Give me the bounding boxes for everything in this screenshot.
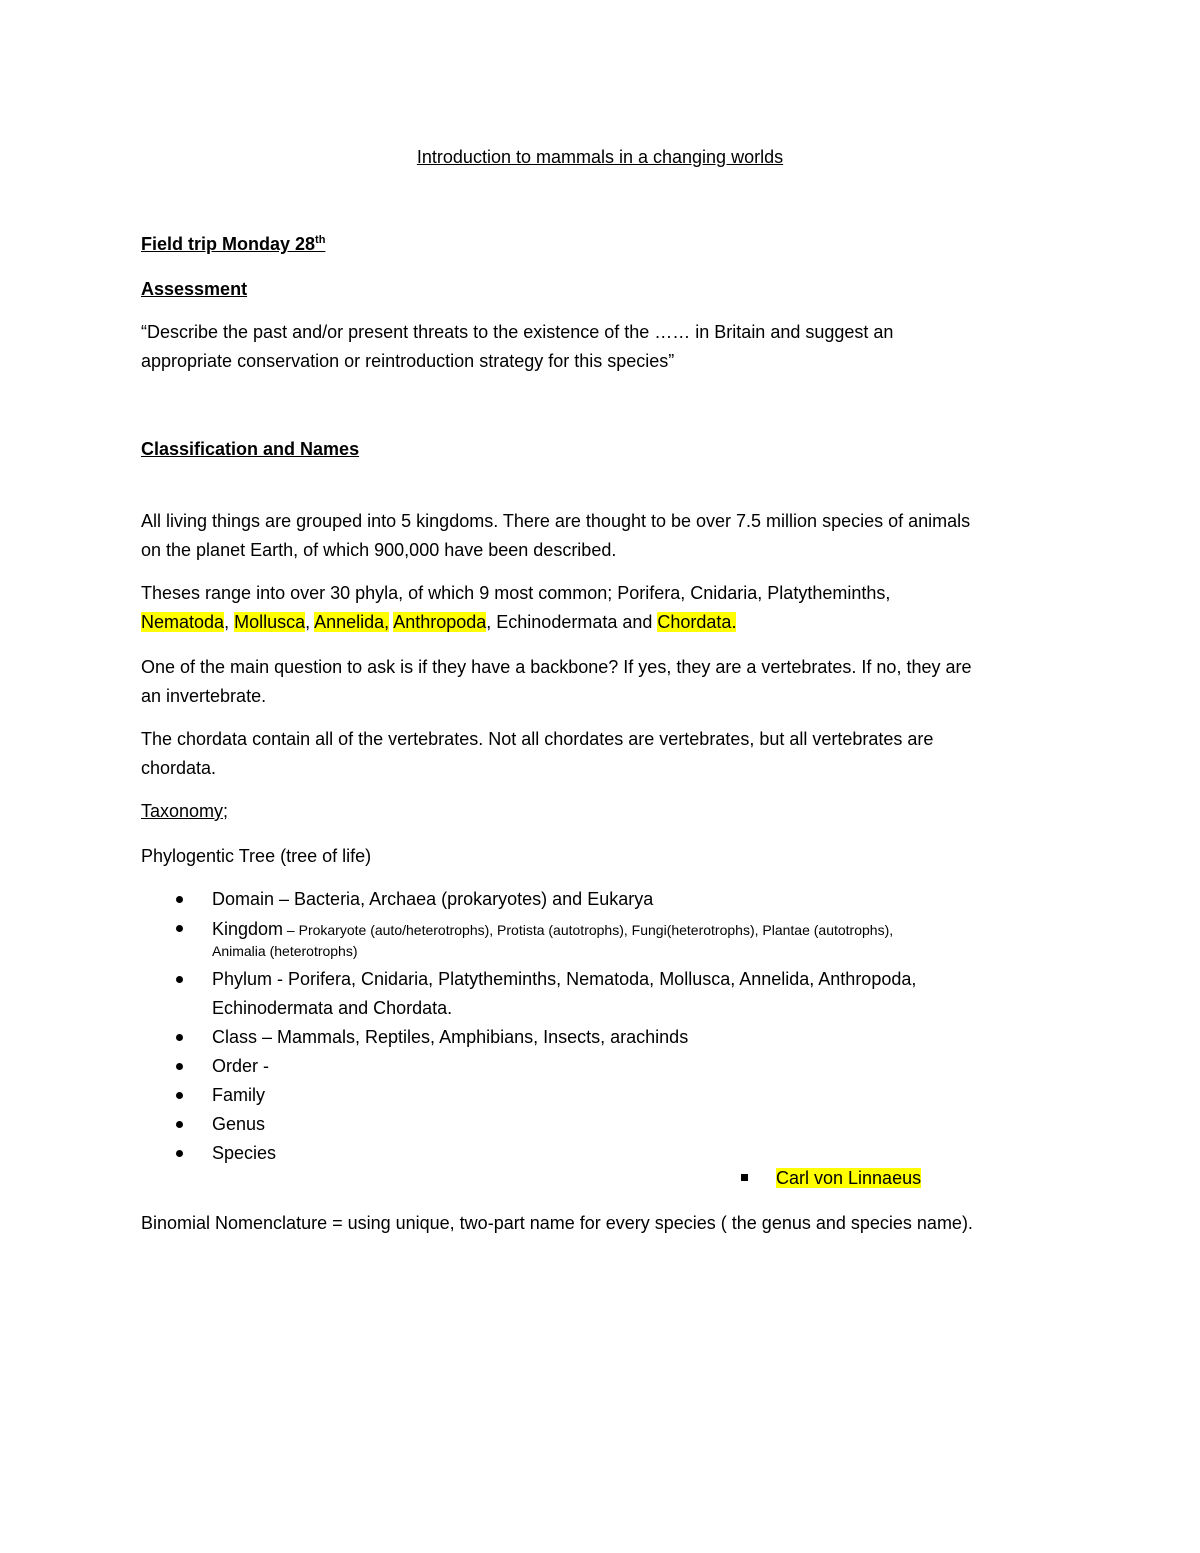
paragraph-kingdoms <box>141 507 1061 565</box>
field-trip-text: Field trip Monday 28 <box>141 234 316 254</box>
highlight-chordata: Chordata. <box>657 612 737 632</box>
taxonomy-heading: Taxonomy; <box>141 801 229 821</box>
highlight-mollusca: Mollusca <box>234 612 306 632</box>
paragraph-chordata-line-2: chordata. <box>141 758 217 778</box>
field-trip-heading <box>141 230 1061 259</box>
assessment-line-2: appropriate conservation or reintroduction strategy for this species” <box>141 351 675 371</box>
paragraph-chordata-line-1: The chordata contain all of the vertebrates. Not all chordates are vertebrates, but all vertebrates are <box>141 729 934 749</box>
kingdom-rest: – Prokaryote (auto/heterotrophs), Protista (autotrophs), Fungi(heterotrophs), Plantae (autotrophs), <box>283 922 894 938</box>
paragraph-backbone-line-1: One of the main question to ask is if they have a backbone? If yes, they are a vertebrates. If no, they are <box>141 657 972 677</box>
taxonomy-list <box>141 885 1061 1168</box>
highlight-annelida: Annelida, <box>314 612 390 632</box>
sub-list-item-linnaeus <box>741 1164 921 1193</box>
page-title: Introduction to mammals in a changing worlds <box>416 147 784 167</box>
binomial-nomenclature: Binomial Nomenclature = using unique, two-part name for every species ( the genus and species name). <box>141 1213 973 1233</box>
list-item-species: Species <box>141 1139 1061 1168</box>
list-item-class: Class – Mammals, Reptiles, Amphibians, Insects, arachinds <box>141 1023 1061 1052</box>
paragraph-backbone <box>141 653 1061 711</box>
phyla-echinodermata: , Echinodermata and <box>486 612 658 632</box>
phylum-line-1: Phylum - Porifera, Cnidaria, Platytheminths, Nematoda, Mollusca, Annelida, Anthropoda, <box>212 969 917 989</box>
assessment-line-1: “Describe the past and/or present threats to the existence of the …… in Britain and suggest an <box>141 322 894 342</box>
list-item-genus: Genus <box>141 1110 1061 1139</box>
list-item-kingdom <box>141 914 1061 965</box>
phylogentic-tree-label: Phylogentic Tree (tree of life) <box>141 846 372 866</box>
paragraph-phyla-line-1: Theses range into over 30 phyla, of which 9 most common; Porifera, Cnidaria, Platytheminths, <box>141 583 891 603</box>
paragraph-kingdoms-line-1: All living things are grouped into 5 kingdoms. There are thought to be over 7.5 million species of animals <box>141 511 971 531</box>
highlight-anthropoda: Anthropoda <box>393 612 487 632</box>
paragraph-kingdoms-line-2: on the planet Earth, of which 900,000 have been described. <box>141 540 617 560</box>
kingdom-rest-2: Animalia (heterotrophs) <box>212 943 358 959</box>
highlight-linnaeus: Carl von Linnaeus <box>776 1168 922 1188</box>
list-item-order: Order - <box>141 1052 1061 1081</box>
list-item-domain: Domain – Bacteria, Archaea (prokaryotes) and Eukarya <box>141 885 1061 914</box>
assessment-quote <box>141 318 1061 376</box>
classification-heading: Classification and Names <box>141 439 360 459</box>
phylum-line-2: Echinodermata and Chordata. <box>212 998 453 1018</box>
paragraph-chordata <box>141 725 1061 783</box>
highlight-nematoda: Nematoda <box>141 612 225 632</box>
assessment-heading: Assessment <box>141 279 248 299</box>
square-bullet-icon <box>741 1174 748 1181</box>
list-item-family: Family <box>141 1081 1061 1110</box>
paragraph-phyla <box>141 579 1061 637</box>
kingdom-lead: Kingdom <box>212 919 284 939</box>
list-item-phylum <box>141 965 1061 1023</box>
paragraph-phyla-line-2: Nematoda, Mollusca, Annelida, Anthropoda, Echinodermata and Chordata. <box>141 612 737 632</box>
paragraph-backbone-line-2: an invertebrate. <box>141 686 267 706</box>
field-trip-sup: th <box>315 234 326 246</box>
